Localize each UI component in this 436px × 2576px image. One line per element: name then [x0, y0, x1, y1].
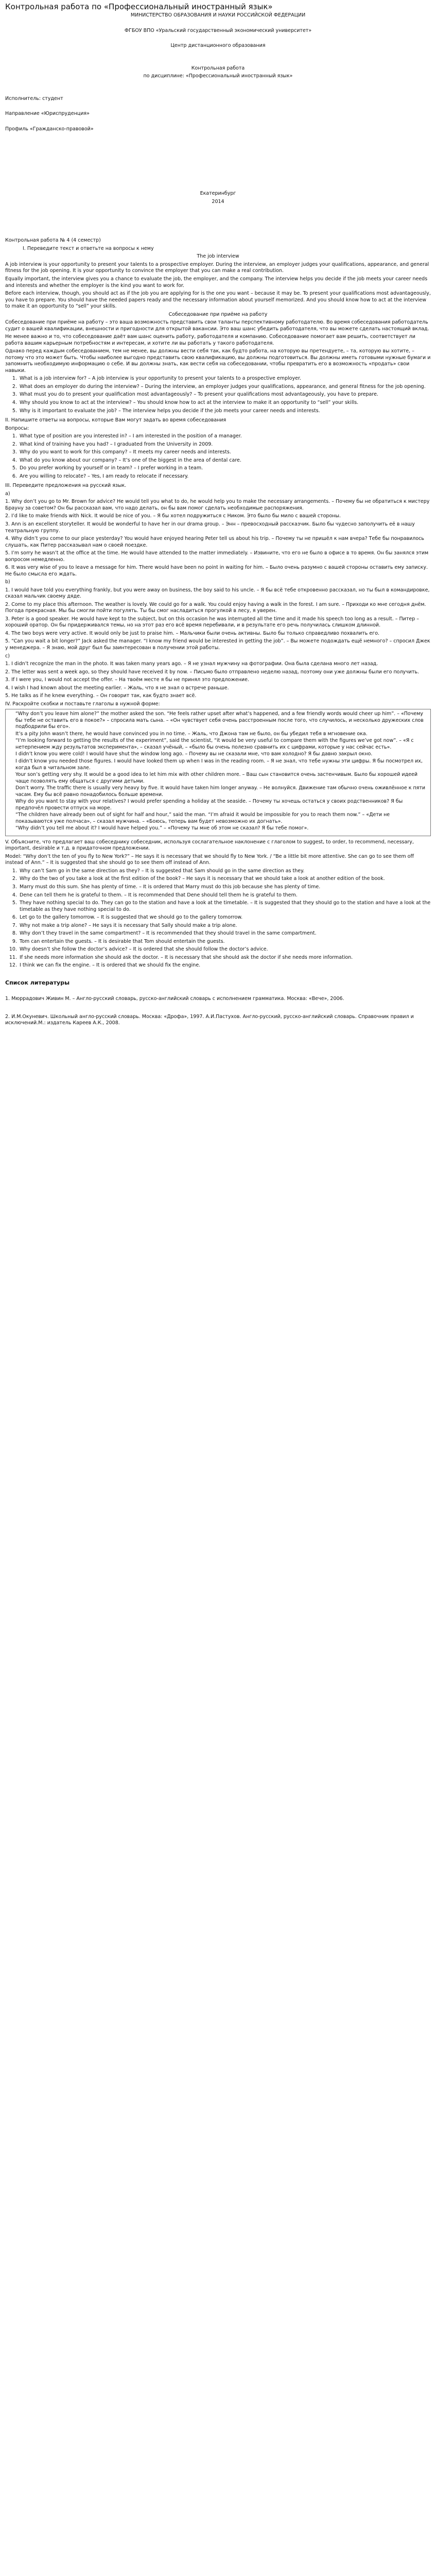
list-item: 1. Why can’t Sam go in the same direction as they? – It is suggested that Sam should go in the same direction as they. — [19, 868, 431, 875]
list-item: 10. Why doesn’t she follow the doctor’s advice? – It is ordered that she should follow the doctor’s advice. — [19, 946, 431, 953]
city-line: Екатеринбург — [200, 191, 236, 197]
list-item: 2. Why do the two of you take a look at the first edition of the book? – He says it is necessary that we should take a look at another edition of the book. — [19, 876, 431, 883]
trans-c-2: 2. The letter was sent a week ago, so they should have received it by now. – Письмо было отправлено неделю назад, поэтому они уже должны были его получить. — [5, 669, 420, 675]
trans-b-2: 2. Come to my place this afternoon. The weather is lovely. We could go for a walk. You could enjoy having a walk in the forest. I am sure. – Приходи ко мне сегодня днём. Погода прекрасная. Мы бы смогли пойти погулять. Ты бы смог насладиться прогулкой в лесу, я уверен. — [5, 601, 426, 614]
trans-c-4: 4. I wish I had known about the meeting earlier. – Жаль, что я не знал о встрече раньше. — [5, 685, 229, 691]
list-item: 9. Tom can entertain the guests. – It is desirable that Tom should entertain the guests. — [19, 939, 431, 945]
list-item: “Why don’t you leave him alone?” the mother asked the son. “He feels rather upset after what’s happened, and a few friendly words would cheer up him”. – «Почему бы тебе не оставить его в покое?» – спросила мать сына. – «Он чувствует себя очень расстроенным после того, что случилось, и несколько дружеских слов подбодрили бы его». — [15, 711, 424, 730]
trans-a-4: 4. Why didn’t you come to our place yesterday? You would have enjoyed hearing Peter tell us about his trip. – Почему ты не пришёл к нам вчера? Тебе бы понравилось слушать, как Питер рассказывал нам о своей поездке. — [5, 536, 424, 548]
list-item: Don’t worry. The traffic there is usually very heavy by five. It would have taken him longer anyway. – Не волнуйся. Движение там обычно очень оживлённое к пяти часам. Ему бы всё равно понадобилось больше времени. — [15, 785, 426, 798]
direct-speech-list — [8, 711, 428, 832]
direct-speech-box — [5, 709, 431, 836]
list-item: 6. Let go to the gallery tomorrow. – It is suggested that we should go to the gallery tomorrow. — [19, 914, 431, 921]
section-c-label: c) — [5, 653, 10, 659]
questions-list — [5, 433, 431, 480]
trans-a-5: 5. I’m sorry he wasn’t at the office at the time. He would have attended to the matter immediately. – Извините, что его не было в офисе в то время. Он бы занялся этим вопросом немедленно. — [5, 550, 429, 563]
list-item: 4. Why should you know to act at the interview? – You should know how to act at the interview to make it an opportunity to “sell” your skills. — [19, 400, 431, 406]
performer-line: Исполнитель: студент — [5, 95, 63, 101]
list-item: 3. What must you do to present your qualification most advantageously? – To present your qualifications most advantageously, you have to prepare. — [19, 392, 431, 398]
trans-b-4: 4. The two boys were very active. It would only be just to praise him. – Мальчики были очень активны. Было бы только справедливо похвалить его. — [5, 630, 380, 636]
ru-paragraph-2: Не менее важно и то, что собеседование даёт вам шанс оценить работу, работодателя и компанию. Собеседование помогает вам решить, соответствует ли работа вашим карьерным потребностям и интересам, и хотите ли вы работать у такого работодателя. — [5, 334, 415, 346]
ministry-line: МИНИСТЕРСТВО ОБРАЗОВАНИЯ И НАУКИ РОССИЙСКОЙ ФЕДЕРАЦИИ — [130, 12, 306, 18]
trans-c-5: 5. He talks as if he knew everything. – Он говорит так, как будто знает всё. — [5, 693, 197, 699]
list-item: 3. Marry must do this sum. She has plenty of time. – It is ordered that Marry must do this job because she has plenty of time. — [19, 884, 431, 891]
ru-paragraph-3: Однако перед каждым собеседованием, тем не менее, вы должны вести себя так, как будто работа, на которую вы претендуете, – та, которую вы хотите, – потому что это может быть. Чтобы наиболее выгодно представить свою квалификацию, вы должны подготовиться. Вы должны иметь готовыми нужные бумаги и запомнить необходимую информацию о себе. И вы должны знать, как вести себя на собеседовании, чтобы превратить его в возможность «продать» свои навыки. — [5, 348, 431, 374]
list-item: 5. Why is it important to evaluate the job? – The interview helps you decide if the job meets your career needs and interests. — [19, 408, 431, 415]
conditional-list — [5, 868, 431, 969]
trans-b-1: 1. I would have told you everything frankly, but you were away on business, the boy said to his uncle. – Я бы всё тебе откровенно рассказал, но ты был в командировке, сказал мальчик своему дяде. — [5, 587, 430, 600]
trans-c-1: 1. I didn’t recognize the man in the photo. It was taken many years ago. – Я не узнал мужчину на фотографии. Она была сделана много лет назад. — [5, 661, 378, 667]
qa-list — [5, 376, 431, 414]
trans-b-5: 5. “Can you wait a bit longer?” Jack asked the manager. “I know my friend would be interested in getting the job”. – Вы можете подождать ещё немного? – спросил Джек у менеджера. – Я знаю, мой друг был бы заинтересован в получении этой работы. — [5, 638, 430, 651]
task4-heading: IV. Раскройте скобки и поставьте глаголы в нужной форме: — [5, 701, 160, 707]
profile-line: Профиль «Гражданско-правовой» — [5, 126, 94, 132]
list-item: Your son’s getting very shy. It would be a good idea to let him mix with other children more. – Ваш сын становится очень застенчивым. Было бы хорошей идеей чаще позволять ему общаться с другими детьми. — [15, 772, 418, 784]
task2-subheading: Вопросы: — [5, 425, 29, 431]
reference-item: 2. И.М.Окуневич. Школьный англо-русский словарь. Москва: «Дрофа», 1997. А.И.Пастухов. Англо-русский, русско-английский словарь. Справочник правил и исключений.М.: издатель Кареев А.К., 2008. — [5, 1013, 414, 1026]
ru-paragraph-1: Собеседование при приёме на работу – это ваша возможность представить свои таланты перспективному работодателю. Во время собеседования работодатель судит о вашей квалификации, внешности и пригодности для открытой вакансии. Это ваш шанс убедить работодателя, что вы можете сделать настоящий вклад. — [5, 319, 429, 332]
task5-heading: V. Объясните, что предлагает ваш собеседнику собеседник, используя сослагательное наклонение с глаголом to suggest, to order, to recommend, necessary, important, desirable и т.д. в придаточном предложении. — [5, 839, 414, 852]
list-item: 5. Do you prefer working by yourself or in team? – I prefer working in a team. — [19, 465, 431, 472]
list-item: Why do you want to stay with your relatives? I would prefer spending a holiday at the seaside. – Почему ты хочешь остаться у своих родственников? Я бы предпочёл провести отпуск на море. — [15, 799, 403, 811]
trans-b-3: 3. Peter is a good speaker. He would have kept to the subject, but on this occasion he was interrupted all the time and it made his speech too long as a result. – Питер – хороший оратор. Он бы придерживался темы, но на этот раз его всё время перебивали, и в результате его речь получилась слишком длинной. — [5, 616, 419, 629]
reference-item: 1. Мюррадович Живин М. – Англо-русский словарь, русско-английский словарь с исполнением грамматика. Москва: «Вече», 2006. — [5, 996, 344, 1002]
references-section — [5, 979, 431, 1027]
en-paragraph-3: Before each interview, though, you should act as if the job you are applying for is the one you want – because it may be. To present your qualifications most advantageously, you have to prepare. You should have the needed papers ready and the necessary information about yourself memorized. And you should know how to act at the interview to make it an opportunity to “sell” your skills. — [5, 291, 431, 310]
list-item: 2. What kind of training have you had? – I graduated from the University in 2009. — [19, 442, 431, 448]
list-item: 11. If she needs more information she should ask the doctor. – It is necessary that she should ask the doctor if she needs more information. — [19, 955, 431, 961]
direction-line: Направление «Юриспруденция» — [5, 111, 90, 117]
year-line: 2014 — [212, 198, 224, 205]
text-title-en: The job interview — [197, 253, 239, 260]
center-line: Центр дистанционного образования — [170, 43, 266, 49]
list-item: “The children have already been out of sight for half and hour,” said the man. “I’m afraid it would be impossible for you to reach them now.” – «Дети не показываются уже полчаса», – сказал мужчина. – «Боюсь, теперь вам будет невозможно их догнать». — [15, 812, 390, 824]
section-b-label: b) — [5, 579, 10, 585]
list-item: 2. What does an employer do during the interview? – During the interview, an employer judges your qualifications, appearance, and general fitness for the job opening. — [19, 384, 431, 391]
list-item: 6. Are you willing to relocate? – Yes, I am ready to relocate if necessary. — [19, 473, 431, 480]
trans-a-3: 3. Ann is an excellent storyteller. It would be wonderful to have her in our drama group. – Энн – превосходный рассказчик. Было бы чудесно заполучить её в нашу театральную группу. — [5, 521, 415, 534]
task2-heading: II. Напишите ответы на вопросы, которые Вам могут задать во время собеседования — [5, 417, 226, 423]
list-item: 3. Why do you want to work for this company? – It meets my career needs and interests. — [19, 449, 431, 456]
discipline-line: по дисциплине: «Профессиональный иностранный язык» — [143, 73, 293, 79]
list-item: 7. Why not make a trip alone? – He says it is necessary that Sally should make a trip alone. — [19, 923, 431, 929]
section-a-label: a) — [5, 490, 10, 497]
task1-heading: I. Переведите текст и ответьте на вопросы к нему — [23, 245, 154, 251]
list-item: 4. Dene can tell them he is grateful to them. – It is recommended that Dene should tell them he is grateful to them. — [19, 892, 431, 899]
list-item: 4. What do you know about our company? – It’s one of the biggest in the area of dental care. — [19, 457, 431, 464]
text-title-ru: Собеседование при приёме на работу — [168, 311, 268, 317]
trans-c-3: 3. If I were you, I would not accept the offer. – На твоём месте я бы не принял это предложение. — [5, 677, 249, 683]
list-item: It’s a pity John wasn’t there, he would have convinced you in no time. – Жаль, что Джона там не было, он бы убедил тебя в мгновение ока. — [15, 731, 368, 737]
document-title: Контрольная работа по «Профессиональный иностранный язык» — [5, 2, 273, 11]
trans-a-2: 2. I’d like to make friends with Nick. It would be nice of you. – Я бы хотел подружиться с Ником. Это было бы мило с вашей стороны. — [5, 513, 341, 519]
document-page — [0, 0, 436, 1048]
list-item: 1. What is a job interview for? – A job interview is your opportunity to present your talents to a prospective employer. — [19, 376, 431, 382]
trans-a-6: 6. It was very wise of you to leave a message for him. There would have been no point in waiting for him. – Было очень разумно с вашей стороны оставить ему записку. Не было смысла его ждать. — [5, 565, 428, 577]
list-item: 8. Why don’t they travel in the same compartment? – It is recommended that they should travel in the same compartment. — [19, 930, 431, 937]
list-item: I didn’t know you were cold! I would have shut the window long ago. – Почему вы не сказали мне, что вам холодно? Я бы давно закрыл окно. — [15, 751, 373, 757]
list-item: 5. They have nothing special to do. They can go to the station and have a look at the timetable. – It is suggested that they should go to the station and have a look at the timetable as they have nothing special to do. — [19, 900, 431, 913]
en-paragraph-1: A job interview is your opportunity to present your talents to a prospective employer. During the interview, an employer judges your qualifications, appearance, and general fitness for the job opening. It is your opportunity to convince the employer that you can make a real contribution. — [5, 261, 429, 274]
en-paragraph-2: Equally important, the interview gives you a chance to evaluate the job, the employer, and the company. The interview helps you decide if the job meets your career needs and interests and whether the employer is the kind you want to work for. — [5, 276, 428, 289]
references-heading: Список литературы — [5, 979, 70, 986]
work-type: Контрольная работа — [191, 65, 245, 71]
work-number: Контрольная работа № 4 (4 семестр) — [5, 238, 101, 244]
list-item: “I’m looking forward to getting the results of the experiment”, said the scientist, “it would be very useful to compare them with the figures we’ve got now”. – «Я с нетерпением жду результатов эксперимента», – сказал учёный, – «было бы очень полезно сравнить их с цифрами, которые у нас сейчас есть». — [15, 738, 414, 750]
task3-heading: III. Переведите предложения на русский язык. — [5, 483, 127, 489]
task5-model: Model: “Why don’t the ten of you fly to New York?” – He says it is necessary that we should fly to New York. / “Be a little bit more attentive. She can go to see them off instead of Ann.” – It is suggested that she should go to see them off instead of Ann. — [5, 853, 414, 866]
list-item: “Why didn’t you tell me about it? I would have helped you.” – «Почему ты мне об этом не сказал? Я бы тебе помог». — [15, 825, 309, 832]
trans-a-1: 1. Why don’t you go to Mr. Brown for advice? He would tell you what to do, he would help you to make the necessary arrangements. – Почему бы не обратиться к мистеру Брауну за советом? Он бы рассказал вам, что надо делать, он бы вам помог сделать необходимые распоряжения. — [5, 499, 430, 511]
university-line: ФГБОУ ВПО «Уральский государственный экономический университет» — [124, 27, 312, 33]
list-item: I didn’t know you needed those figures. I would have looked them up when I was in the reading room. – Я не знал, что тебе нужны эти цифры. Я бы посмотрел их, когда был в читальном зале. — [15, 758, 423, 771]
list-item: 1. What type of position are you interested in? – I am interested in the position of a manager. — [19, 433, 431, 440]
list-item: 12. I think we can fix the engine. – It is ordered that we should fix the engine. — [19, 962, 431, 969]
